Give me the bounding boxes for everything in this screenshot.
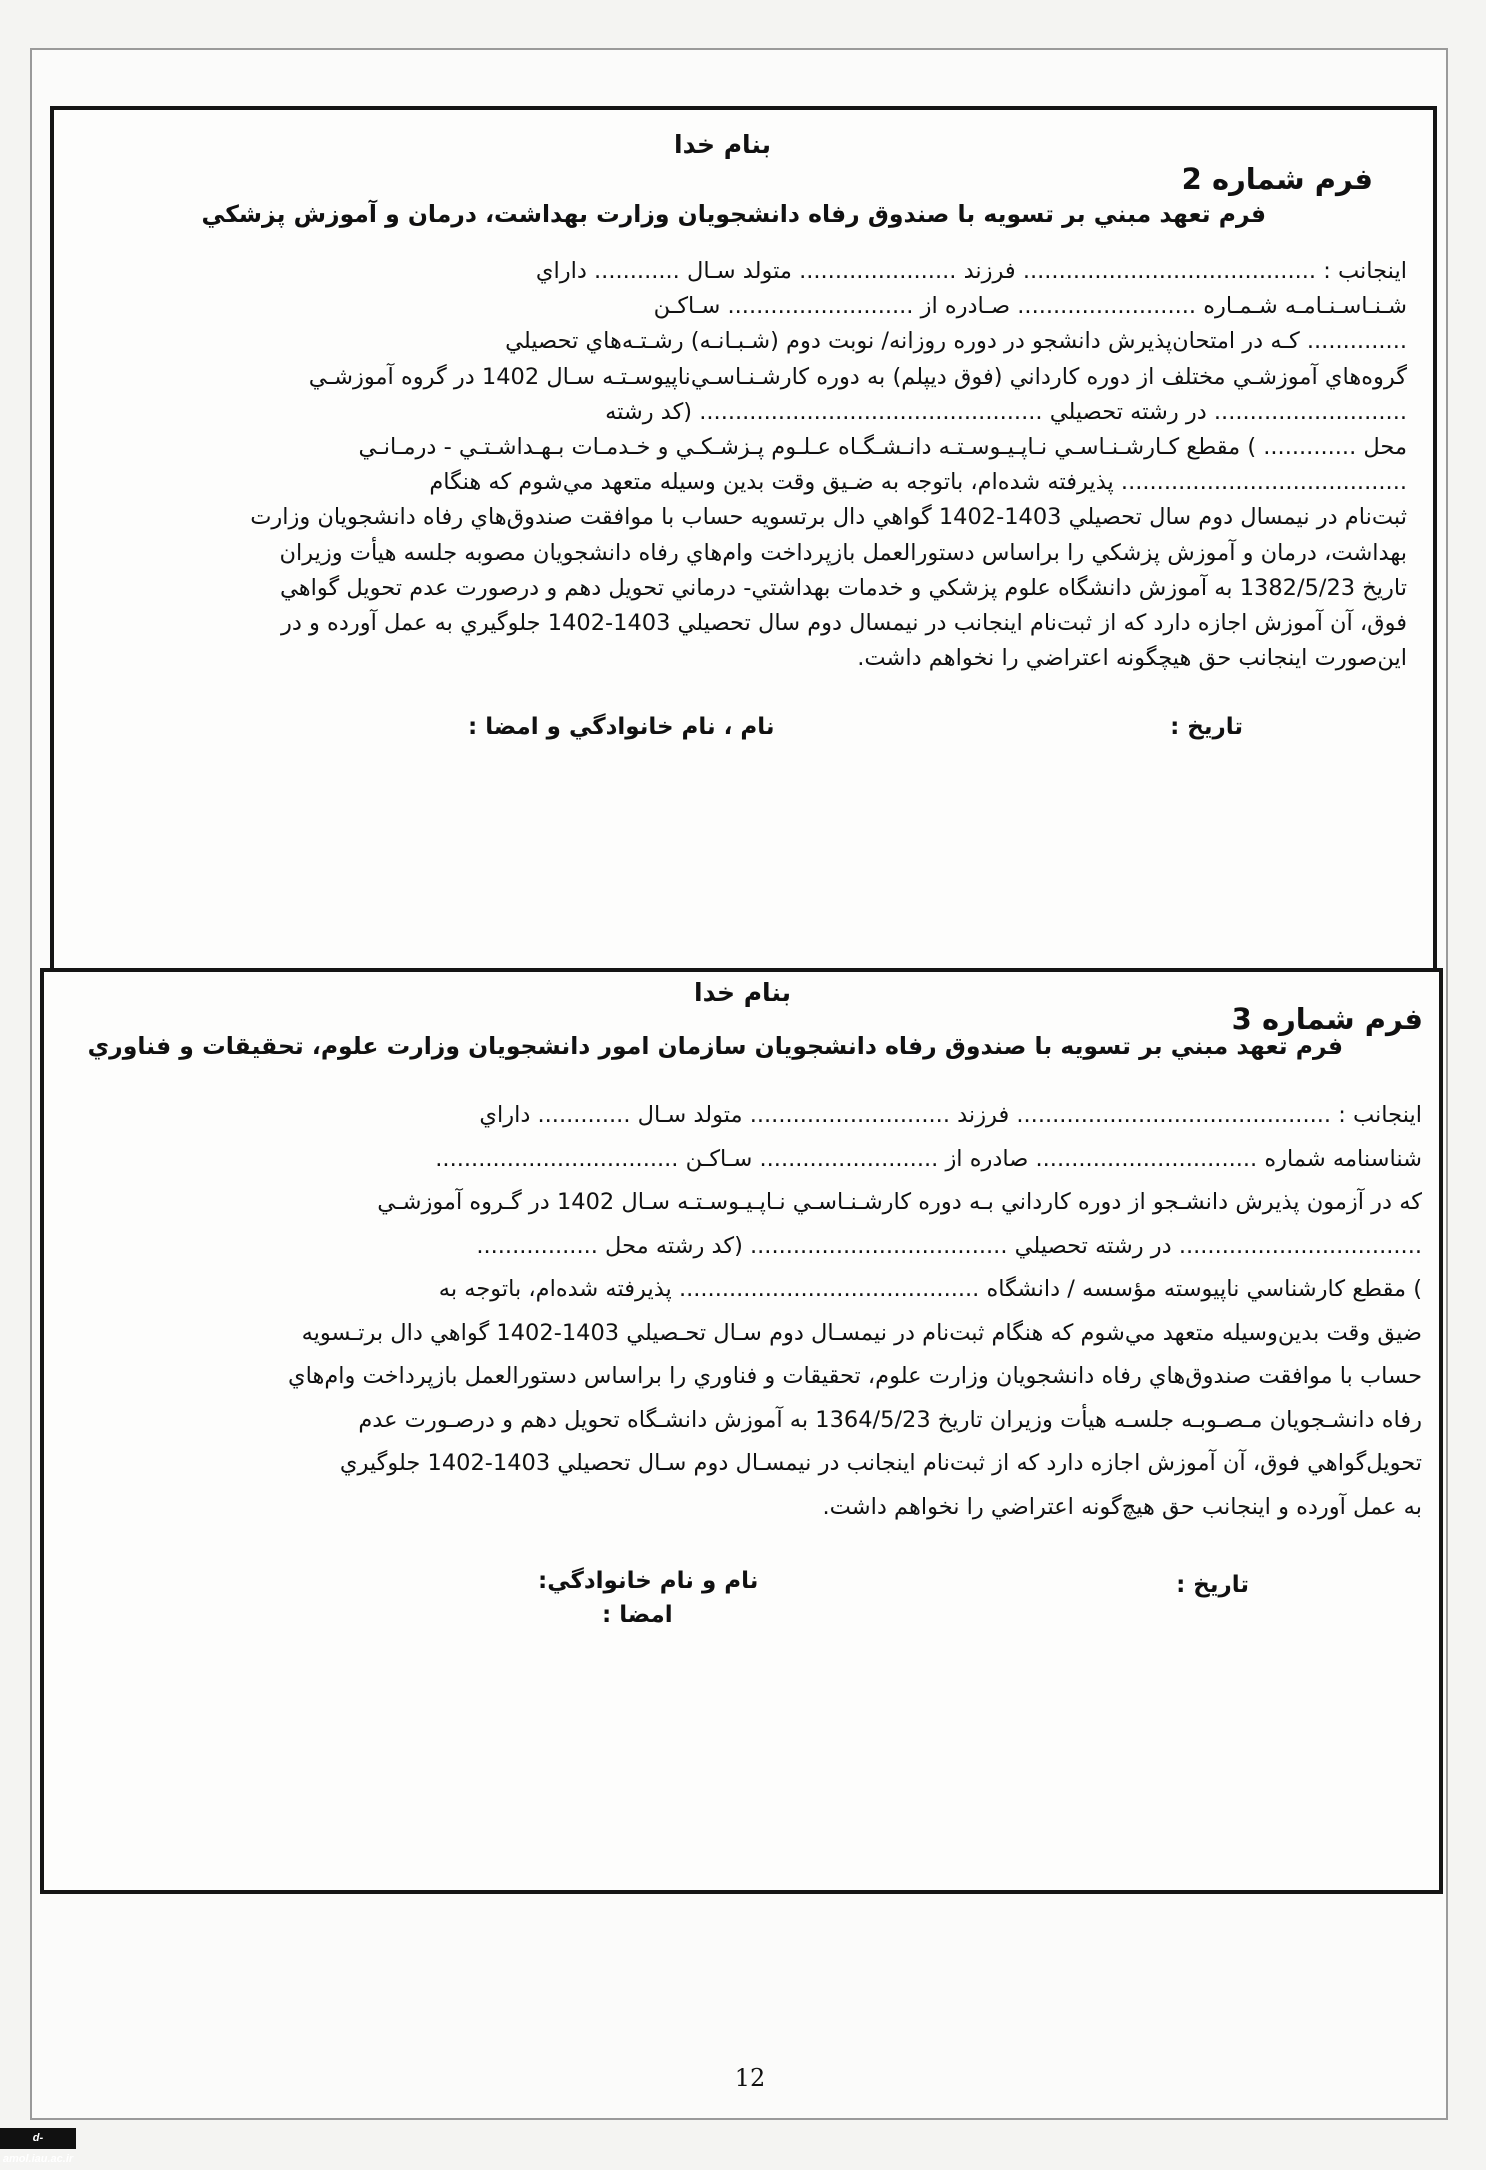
- site-watermark: d-amol.iau.ac.ir: [0, 2128, 76, 2149]
- form-2-body: اينجانب : ......................................... فرزند ...................... متولد سـال ............ داراي شـنـاسـنـامـه شـمـاره ......................... صـادره از .......................... سـاكـن .............. كـه در امتحان‌پذيرش دانشجو در دوره روزانه/ نوبت دوم (شـبـانـه) رشـتـه‌هاي تحصيلي گروه‌هاي آموزشـي مختلف از دوره كارداني (فوق ديپلم) به دوره كارشـنـاسـي‌ناپيوسـتـه سـال 1402 در گروه آموزشـي ........................... در رشته تحصيلي ................................................ (كد رشته محل ............. ) مقطع كـارشـنـاسـي نـاپـيـوسـتـه دانـشـگـاه عـلـوم پـزشـكـي و خـدمـات بـهـداشـتـي - درمـانـي ........................................ پذيرفته شده‌ام، باتوجه به ضـيق وقت بدين وسيله متعهد مي‌شوم كه هنگام ثبت‌نام در نيمسال دوم سال تحصيلي 1403-1402 گواهي دال برتسويه حساب با موافقت صندوق‌هاي رفاه دانشجويان وزارت بهداشت، درمان و آموزش پزشكي را براساس دستورالعمل بازپرداخت وام‌هاي رفاه دانشجويان مصوبه جلسه هيأت وزيران تاريخ 1382/5/23 به آموزش دانشگاه علوم پزشكي و خدمات بهداشتي- درماني تحويل دهم و درصورت عدم تحويل گواهي فوق، آن آموزش اجازه دارد كه از ثبت‌نام اينجانب در نيمسال دوم سال تحصيلي 1403-1402 جلوگيري به عمل آورده و در اين‌صورت اينجانب حق هيچگونه اعتراضي را نخواهم داشت.: [250, 258, 1407, 672]
- form-3-bismillah: بنام خدا: [694, 978, 792, 1007]
- form-3-date-label: تاريخ :: [1176, 1572, 1249, 1598]
- form-3-subject: فرم تعهد مبني بر تسويه با صندوق رفاه دانشجويان سازمان امور دانشجويان وزارت علوم، تحقيقات و فناوري: [87, 1032, 1343, 1060]
- page-number: 12: [734, 2064, 766, 2092]
- form-3-signature-label: امضا :: [602, 1602, 673, 1628]
- form-3-box: [40, 968, 1443, 1894]
- form-2-subject: فرم تعهد مبني بر تسويه با صندوق رفاه دانشجويان وزارت بهداشت، درمان و آموزش پزشكي: [201, 200, 1266, 228]
- form-2-box: [50, 106, 1437, 972]
- form-3-body: اينجانب : ............................................ فرزند ............................ متولد سـال ............. داراي شناسنامه شماره ............................... صادره از ......................... سـاكـن .................................. كه در آزمون پذيرش دانشـجو از دوره كارداني بـه دوره كارشـنـاسـي نـاپـيـوسـتـه سـال 1402 در گـروه آموزشـي .................................. در رشته تحصيلي .................................... (كد رشته محل ................. ) مقطع كارشناسي ناپيوسته مؤسسه / دانشگاه .......................................... پذيرفته شده‌ام، باتوجه به ضيق وقت بدين‌وسيله متعهد مي‌شوم كه هنگام ثبت‌نام در نيمسـال دوم سـال تحـصيلي 1403-1402 گواهي دال برتـسويه حساب با موافقت صندوق‌هاي رفاه دانشجويان وزارت علوم، تحقيقات و فناوري را براساس دستورالعمل بازپرداخت وام‌هاي رفاه دانشـجويان مـصـوبـه جلسـه هيأت وزيران تاريخ 1364/5/23 به آموزش دانشـگاه تحويل دهم و درصـورت عدم تحويل‌گواهي فوق، آن آموزش اجازه دارد كه از ثبت‌نام اينجانب در نيمسـال دوم سـال تحصيلي 1403-1402 جلوگيري به عمل آورده و اينجانب حق هيچ‌گونه اعتراضي را نخواهم داشت.: [288, 1102, 1422, 1520]
- form-3-number: فرم شماره 3: [1231, 1002, 1423, 1036]
- form-2-bismillah: بنام خدا: [674, 130, 772, 159]
- form-2-date-label: تاريخ :: [1170, 714, 1243, 740]
- form-2-number: فرم شماره 2: [1181, 162, 1373, 196]
- form-2-name-signature-label: نام ، نام خانوادگي و امضا :: [468, 714, 775, 740]
- form-3-name-label: نام و نام خانوادگي:: [538, 1568, 759, 1594]
